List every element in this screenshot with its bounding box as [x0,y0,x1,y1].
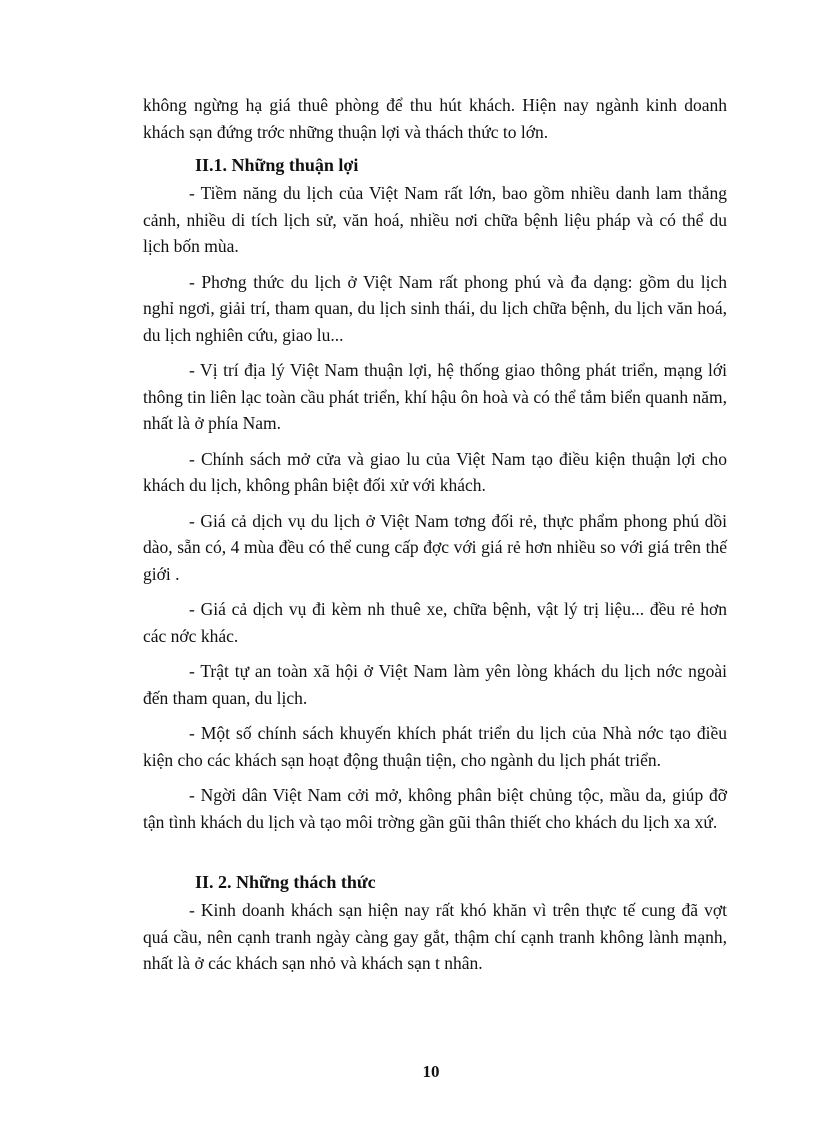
advantage-paragraph: - Một số chính sách khuyến khích phát triển du lịch của Nhà nớc tạo điều kiện cho các khách sạn hoạt động thuận tiện, cho ngành du lịch phát triển. [143,723,727,770]
section-heading-challenges: II. 2. Những thách thức [195,872,376,892]
advantage-paragraph: - Giá cả dịch vụ đi kèm nh thuê xe, chữa bệnh, vật lý trị liệu... đều rẻ hơn các nớc khác. [143,599,727,646]
section-heading-advantages: II.1. Những thuận lợi [195,155,359,175]
advantage-paragraph: - Vị trí địa lý Việt Nam thuận lợi, hệ thống giao thông phát triển, mạng lới thông tin liên lạc toàn cầu phát triển, khí hậu ôn hoà và có thể tắm biển quanh năm, nhất là ở phía Nam. [143,360,727,433]
challenge-paragraph: - Kinh doanh khách sạn hiện nay rất khó khăn vì trên thực tế cung đã vợt quá cầu, nên cạnh tranh ngày càng gay gắt, thậm chí cạnh tranh không lành mạnh, nhất là ở các khách sạn nhỏ và khách sạn t nhân. [143,900,727,973]
advantage-paragraph: - Chính sách mở cửa và giao lu của Việt Nam tạo điều kiện thuận lợi cho khách du lịch, không phân biệt đối xử với khách. [143,448,727,495]
advantage-paragraph: - Trật tự an toàn xã hội ở Việt Nam làm yên lòng khách du lịch nớc ngoài đến tham quan, du lịch. [143,661,727,708]
advantage-paragraph: - Tiềm năng du lịch của Việt Nam rất lớn, bao gồm nhiều danh lam thắng cảnh, nhiều di tích lịch sử, văn hoá, nhiều nơi chữa bệnh liệu pháp và có thể du lịch bốn mùa. [143,183,727,256]
page-body [143,92,727,986]
intro-paragraph: không ngừng hạ giá thuê phòng để thu hút khách. Hiện nay ngành kinh doanh khách sạn đứng trớc những thuận lợi và thách thức to lớn. [143,95,727,142]
page-number: 10 [422,1062,440,1081]
advantage-paragraph: - Giá cả dịch vụ du lịch ở Việt Nam tơng đối rẻ, thực phẩm phong phú dồi dào, sẵn có, 4 mùa đều có thể cung cấp đợc với giá rẻ hơn nhiều so với giá trên thế giới . [143,510,727,584]
advantage-paragraph: - Ngời dân Việt Nam cởi mở, không phân biệt chủng tộc, mầu da, giúp đỡ tận tình khách du lịch và tạo môi trờng gần gũi thân thiết cho khách du lịch xa xứ. [143,785,727,832]
advantage-paragraph: - Phơng thức du lịch ở Việt Nam rất phong phú và đa dạng: gồm du lịch nghỉ ngơi, giải trí, tham quan, du lịch sinh thái, du lịch chữa bệnh, du lịch văn hoá, du lịch nghiên cứu, giao lu... [143,271,727,345]
